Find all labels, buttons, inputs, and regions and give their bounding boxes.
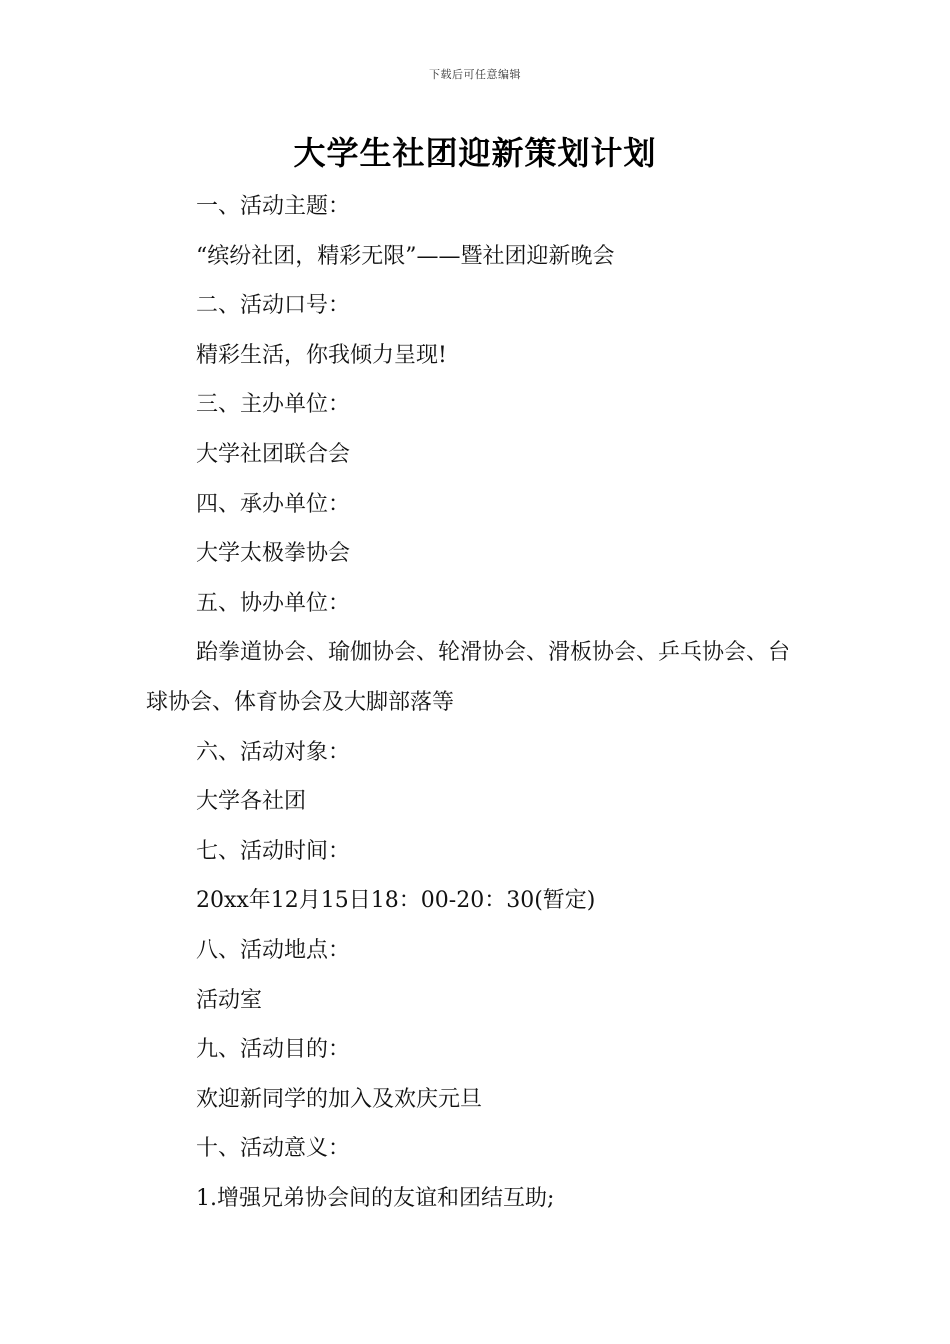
section-heading-cohost: 五、协办单位： — [196, 590, 351, 616]
section-heading-purpose: 九、活动目的： — [196, 1037, 351, 1063]
section-heading-time: 七、活动时间： — [196, 838, 351, 864]
host-text: 大学太极拳协会 — [196, 541, 351, 567]
purpose-text: 欢迎新同学的加入及欢庆元旦 — [196, 1086, 483, 1112]
significance-item-1: 1.增强兄弟协会间的友谊和团结互助; — [196, 1185, 555, 1211]
section-heading-organizer: 三、主办单位： — [196, 392, 351, 418]
organizer-text: 大学社团联合会 — [196, 441, 351, 467]
audience-text: 大学各社团 — [196, 789, 307, 815]
section-heading-venue: 八、活动地点： — [196, 937, 351, 963]
theme-text: “缤纷社团，精彩无限”——暨社团迎新晚会 — [196, 243, 615, 269]
document-title: 大学生社团迎新策划计划 — [293, 134, 657, 172]
time-text: 20xx年12月15日18：00-20：30(暂定) — [196, 888, 596, 914]
section-heading-significance: 十、活动意义： — [196, 1136, 351, 1162]
section-heading-theme: 一、活动主题： — [196, 194, 351, 219]
slogan-text: 精彩生活，你我倾力呈现! — [196, 342, 447, 368]
section-heading-host: 四、承办单位： — [196, 491, 351, 517]
document-body — [146, 182, 810, 1223]
section-heading-audience: 六、活动对象： — [196, 739, 351, 765]
section-heading-slogan: 二、活动口号： — [196, 293, 351, 319]
cohost-paragraph: 跆拳道协会、瑜伽协会、轮滑协会、滑板协会、乒乓协会、台球协会、体育协会及大脚部落等 — [146, 640, 791, 715]
header-note: 下载后可任意编辑 — [429, 68, 521, 81]
venue-text: 活动室 — [196, 987, 263, 1013]
